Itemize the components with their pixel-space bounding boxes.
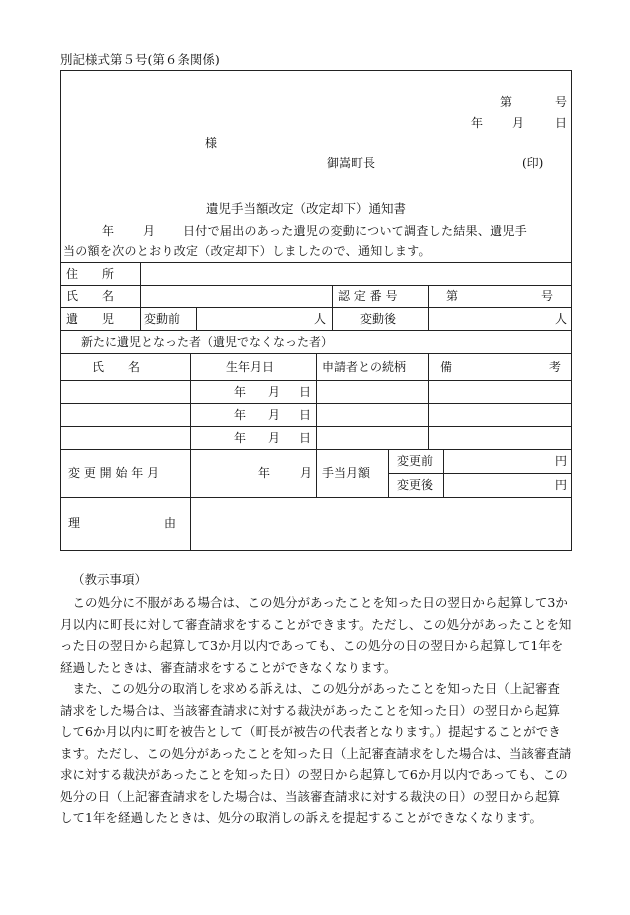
change-start-label: 変 更 開 始 年 月 <box>68 466 160 480</box>
new-orphan-section-title: 新たに遺児となった者（遺児でなくなった者） <box>81 335 334 349</box>
monthly-amount-label: 手当月額 <box>322 466 371 480</box>
row1-birth-year: 年 <box>234 385 247 399</box>
row3-birth-year: 年 <box>234 431 247 445</box>
orphan-before-unit: 人 <box>314 312 327 326</box>
doc-number-suffix: 号 <box>555 95 568 109</box>
row3-birth-day: 日 <box>299 431 312 445</box>
cert-number-prefix: 第 <box>446 289 459 303</box>
cert-number-suffix: 号 <box>541 289 554 303</box>
body-year: 年 <box>102 224 115 238</box>
reason-label: 理 由 <box>68 516 177 530</box>
name-field[interactable] <box>142 287 330 305</box>
amount-after-yen: 円 <box>555 478 568 492</box>
rule <box>60 330 572 331</box>
rule <box>60 497 572 498</box>
row1-birth-month: 月 <box>268 385 281 399</box>
body-month: 月 <box>143 224 156 238</box>
address-field[interactable] <box>142 264 570 283</box>
row3-birth-month: 月 <box>268 431 281 445</box>
orphan-after-unit: 人 <box>555 312 568 326</box>
rule <box>332 285 333 330</box>
reason-field[interactable] <box>192 499 570 549</box>
addressee-suffix: 様 <box>205 136 218 150</box>
address-label: 住 所 <box>66 267 115 281</box>
col-header-remarks-2: 考 <box>549 360 562 374</box>
seal-mark: (印) <box>522 156 544 170</box>
cert-number-label: 認 定 番 号 <box>338 289 398 303</box>
rule <box>388 449 389 497</box>
document-title: 遺児手当額改定（改定却下）通知書 <box>206 201 407 216</box>
row2-birth-year: 年 <box>234 408 247 422</box>
amount-before-label: 変更前 <box>397 454 434 468</box>
orphan-after-label: 変動後 <box>360 312 397 326</box>
doc-number-prefix: 第 <box>500 95 513 109</box>
rule <box>316 353 317 497</box>
notice-paragraph-2: また、この処分の取消しを求める訴えは、この処分があったことを知った日（上記審査請求をした場合は、当該審査請求に対する裁決があったことを知った日）の翌日から起算して6か月以内に町を被告として（町長が被告の代表者となります。）提起することができます。ただし、この処分があったことを知った日（上記審査請求をした場合は、当該審査請求に対する裁決があったことを知った日）の翌日から起算して6か月以内であっても、この処分の日（上記審査請求をした場合は、当該審査請求に対する裁決の日）の翌日から起算して1年を経過したときは、処分の取消しの訴えを提起することができなくなります。 <box>60 681 572 825</box>
col-header-relation: 申請者との続柄 <box>322 360 407 374</box>
col-header-name: 氏 名 <box>92 360 141 374</box>
rule <box>443 449 444 497</box>
rule <box>196 307 197 330</box>
notice-heading: （教示事項） <box>72 572 148 587</box>
rule <box>60 307 572 308</box>
change-start-month: 月 <box>300 466 313 480</box>
date-year: 年 <box>471 116 484 130</box>
rule <box>428 353 429 449</box>
rule <box>60 262 572 263</box>
body-text-line2: 当の額を次のとおり改定（改定却下）しましたので、通知します。 <box>63 244 431 258</box>
col-header-birthdate: 生年月日 <box>226 360 275 374</box>
rule <box>428 285 429 330</box>
date-month: 月 <box>512 116 525 130</box>
date-day: 日 <box>555 116 568 130</box>
orphan-before-label: 変動前 <box>144 312 181 326</box>
orphan-label: 遺 児 <box>66 312 115 326</box>
notice-paragraph-1: この処分に不服がある場合は、この処分があったことを知った日の翌日から起算して3か月以内に町長に対して審査請求をすることができます。ただし、この処分があったことを知った日の翌日から起算して3か月以内であっても、この処分の日の翌日から起算して1年を経過したときは、審査請求をすることができなくなります。 <box>60 595 572 675</box>
rule <box>190 497 191 551</box>
change-start-year: 年 <box>258 466 271 480</box>
rule <box>140 262 141 330</box>
rule <box>60 285 572 286</box>
amount-after-label: 変更後 <box>397 478 434 492</box>
row1-birth-day: 日 <box>299 385 312 399</box>
row2-birth-day: 日 <box>299 408 312 422</box>
name-label: 氏 名 <box>66 289 115 303</box>
body-text-line1: 日付で届出のあった遺児の変動について調査した結果、遺児手 <box>183 224 528 238</box>
issuer-name: 御嵩町長 <box>327 156 376 170</box>
rule <box>190 353 191 497</box>
col-header-remarks-1: 備 <box>440 360 453 374</box>
rule <box>388 473 572 474</box>
row2-birth-month: 月 <box>268 408 281 422</box>
amount-before-yen: 円 <box>555 454 568 468</box>
form-number-label: 別記様式第５号(第６条関係) <box>60 52 220 67</box>
